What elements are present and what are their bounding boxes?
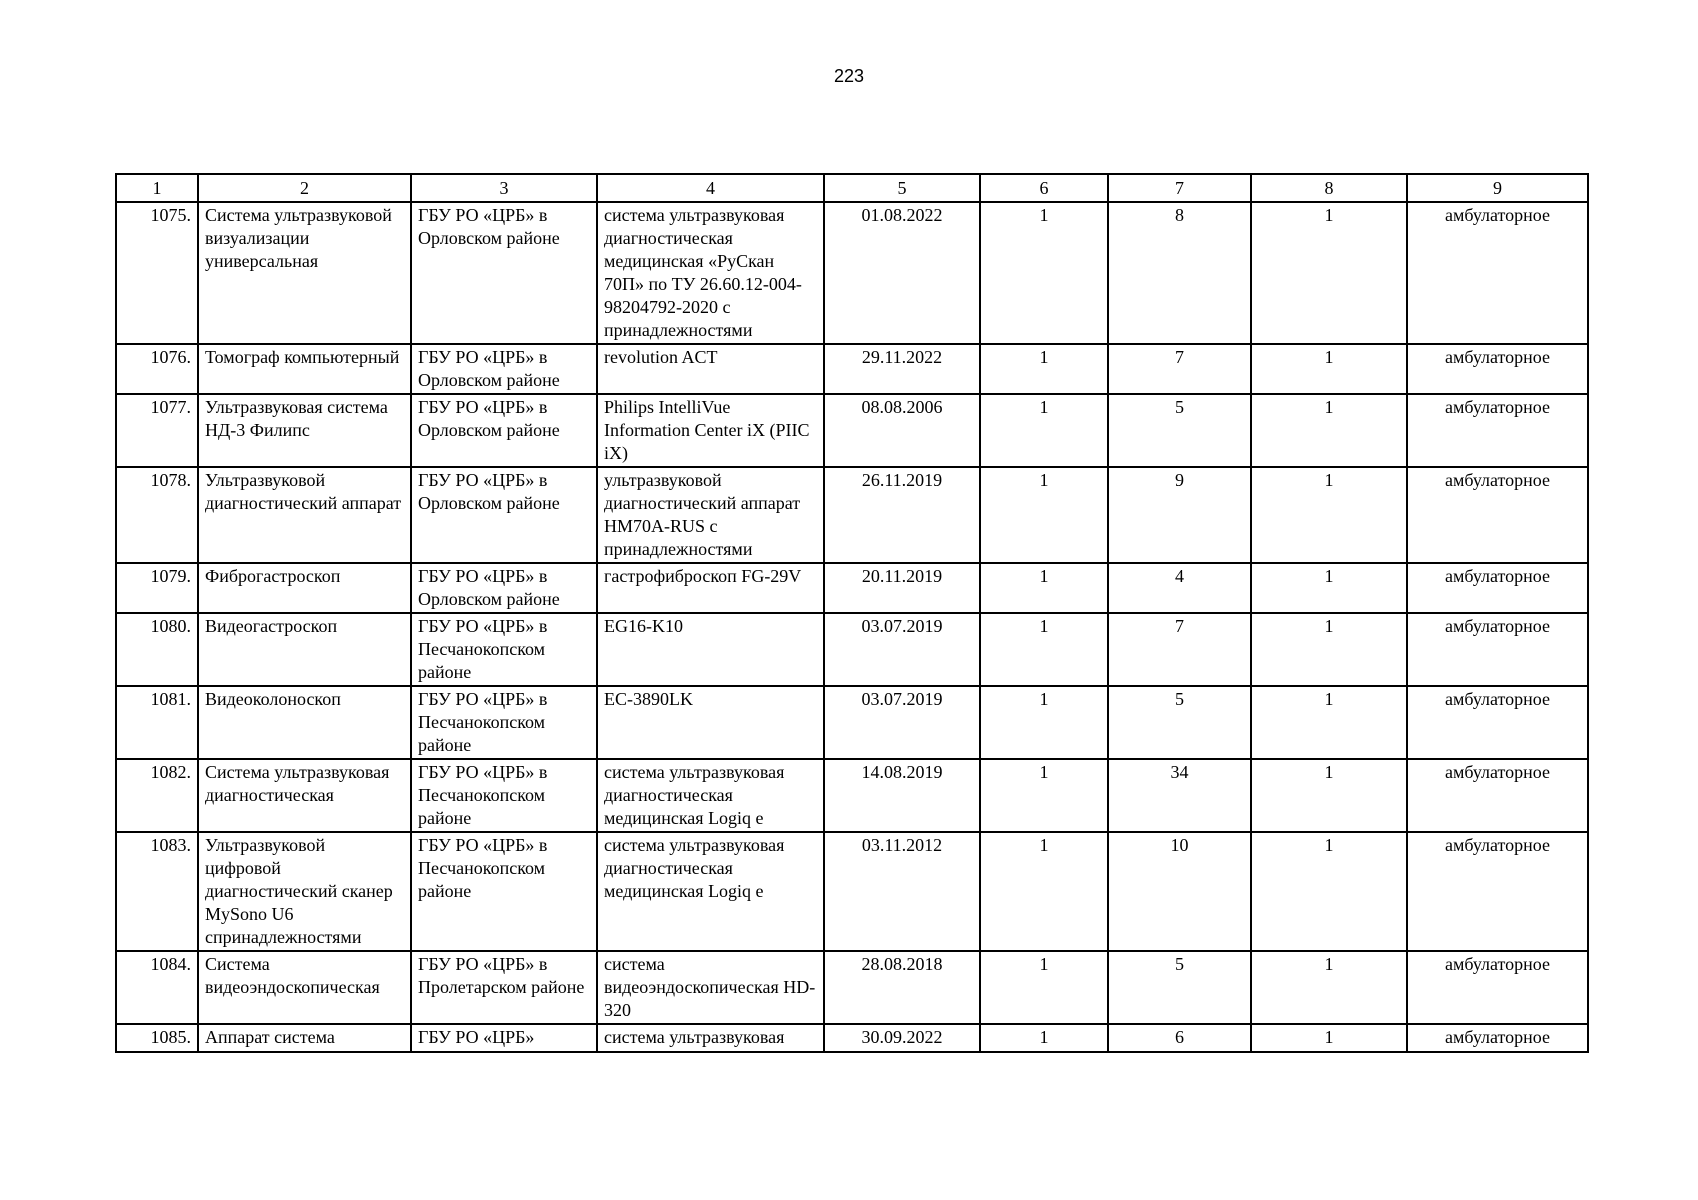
column-header-5: 5: [824, 174, 980, 202]
date-cell: 28.08.2018: [824, 951, 980, 1024]
column-header-6: 6: [980, 174, 1108, 202]
column-header-2: 2: [198, 174, 411, 202]
organization-cell: ГБУ РО «ЦРБ» в Песчанокопском районе: [411, 759, 597, 832]
organization-cell: ГБУ РО «ЦРБ» в Песчанокопском районе: [411, 686, 597, 759]
date-cell: 30.09.2022: [824, 1024, 980, 1052]
equipment-name-cell: Ультразвуковой цифровой диагностический сканер MySono U6 спринадлежностями: [198, 832, 411, 951]
column-header-1: 1: [116, 174, 198, 202]
model-cell: гастрофиброскоп FG-29V: [597, 563, 824, 613]
organization-cell: ГБУ РО «ЦРБ» в Орловском районе: [411, 202, 597, 344]
model-cell: система ультразвуковая диагностическая медицинская «РуСкан 70П» по ТУ 26.60.12-004-98204792-2020 с принадлежностями: [597, 202, 824, 344]
equipment-name-cell: Ультразвуковая система НД-3 Филипс: [198, 394, 411, 467]
equipment-table: [115, 173, 1589, 1053]
table-row: [116, 467, 1588, 563]
equipment-name-cell: Система ультразвуковой визуализации универсальная: [198, 202, 411, 344]
column-6-cell: 1: [980, 951, 1108, 1024]
table-row: [116, 951, 1588, 1024]
model-cell: EG16-K10: [597, 613, 824, 686]
equipment-name-cell: Томограф компьютерный: [198, 344, 411, 394]
equipment-name-cell: Видеогастроскоп: [198, 613, 411, 686]
care-type-cell: амбулаторное: [1407, 759, 1588, 832]
care-type-cell: амбулаторное: [1407, 613, 1588, 686]
model-cell: Philips IntelliVue Information Center iX (PIIC iX): [597, 394, 824, 467]
table-row: [116, 344, 1588, 394]
column-header-4: 4: [597, 174, 824, 202]
column-header-7: 7: [1108, 174, 1251, 202]
column-7-cell: 34: [1108, 759, 1251, 832]
row-number-cell: 1080.: [116, 613, 198, 686]
column-6-cell: 1: [980, 686, 1108, 759]
column-6-cell: 1: [980, 1024, 1108, 1052]
model-cell: EC-3890LK: [597, 686, 824, 759]
column-7-cell: 5: [1108, 686, 1251, 759]
organization-cell: ГБУ РО «ЦРБ» в Орловском районе: [411, 467, 597, 563]
column-6-cell: 1: [980, 202, 1108, 344]
column-6-cell: 1: [980, 467, 1108, 563]
table-body: [116, 202, 1588, 1052]
column-6-cell: 1: [980, 832, 1108, 951]
equipment-name-cell: Фиброгастроскоп: [198, 563, 411, 613]
date-cell: 20.11.2019: [824, 563, 980, 613]
equipment-name-cell: Ультразвуковой диагностический аппарат: [198, 467, 411, 563]
column-8-cell: 1: [1251, 202, 1407, 344]
care-type-cell: амбулаторное: [1407, 686, 1588, 759]
row-number-cell: 1079.: [116, 563, 198, 613]
column-6-cell: 1: [980, 759, 1108, 832]
column-7-cell: 7: [1108, 344, 1251, 394]
row-number-cell: 1076.: [116, 344, 198, 394]
row-number-cell: 1084.: [116, 951, 198, 1024]
date-cell: 26.11.2019: [824, 467, 980, 563]
column-7-cell: 7: [1108, 613, 1251, 686]
column-8-cell: 1: [1251, 1024, 1407, 1052]
table-row: [116, 613, 1588, 686]
column-7-cell: 10: [1108, 832, 1251, 951]
column-6-cell: 1: [980, 394, 1108, 467]
equipment-name-cell: Система ультразвуковая диагностическая: [198, 759, 411, 832]
column-8-cell: 1: [1251, 563, 1407, 613]
table-row: [116, 202, 1588, 344]
care-type-cell: амбулаторное: [1407, 951, 1588, 1024]
model-cell: система видеоэндоскопическая HD-320: [597, 951, 824, 1024]
row-number-cell: 1082.: [116, 759, 198, 832]
column-8-cell: 1: [1251, 613, 1407, 686]
equipment-name-cell: Аппарат система: [198, 1024, 411, 1052]
row-number-cell: 1085.: [116, 1024, 198, 1052]
model-cell: система ультразвуковая диагностическая медицинская Logiq e: [597, 759, 824, 832]
row-number-cell: 1081.: [116, 686, 198, 759]
equipment-name-cell: Видеоколоноскоп: [198, 686, 411, 759]
column-header-8: 8: [1251, 174, 1407, 202]
organization-cell: ГБУ РО «ЦРБ» в Орловском районе: [411, 394, 597, 467]
column-7-cell: 5: [1108, 394, 1251, 467]
column-8-cell: 1: [1251, 394, 1407, 467]
table-row: [116, 759, 1588, 832]
care-type-cell: амбулаторное: [1407, 394, 1588, 467]
table-row: [116, 394, 1588, 467]
page-number: 223: [833, 66, 865, 86]
organization-cell: ГБУ РО «ЦРБ» в Песчанокопском районе: [411, 613, 597, 686]
row-number-cell: 1083.: [116, 832, 198, 951]
column-7-cell: 8: [1108, 202, 1251, 344]
column-7-cell: 6: [1108, 1024, 1251, 1052]
column-8-cell: 1: [1251, 759, 1407, 832]
care-type-cell: амбулаторное: [1407, 344, 1588, 394]
column-7-cell: 4: [1108, 563, 1251, 613]
row-number-cell: 1077.: [116, 394, 198, 467]
column-6-cell: 1: [980, 344, 1108, 394]
column-6-cell: 1: [980, 613, 1108, 686]
organization-cell: ГБУ РО «ЦРБ» в Песчанокопском районе: [411, 832, 597, 951]
organization-cell: ГБУ РО «ЦРБ»: [411, 1024, 597, 1052]
model-cell: система ультразвуковая диагностическая медицинская Logiq e: [597, 832, 824, 951]
column-8-cell: 1: [1251, 344, 1407, 394]
column-7-cell: 9: [1108, 467, 1251, 563]
date-cell: 01.08.2022: [824, 202, 980, 344]
model-cell: система ультразвуковая: [597, 1024, 824, 1052]
column-8-cell: 1: [1251, 467, 1407, 563]
column-header-3: 3: [411, 174, 597, 202]
table-row: [116, 563, 1588, 613]
date-cell: 03.11.2012: [824, 832, 980, 951]
column-6-cell: 1: [980, 563, 1108, 613]
date-cell: 03.07.2019: [824, 686, 980, 759]
column-8-cell: 1: [1251, 951, 1407, 1024]
table-row: [116, 1024, 1588, 1052]
date-cell: 14.08.2019: [824, 759, 980, 832]
column-header-9: 9: [1407, 174, 1588, 202]
care-type-cell: амбулаторное: [1407, 832, 1588, 951]
model-cell: ультразвуковой диагностический аппарат НМ70А-RUS с принадлежностями: [597, 467, 824, 563]
care-type-cell: амбулаторное: [1407, 467, 1588, 563]
column-8-cell: 1: [1251, 686, 1407, 759]
table-row: [116, 686, 1588, 759]
column-8-cell: 1: [1251, 832, 1407, 951]
care-type-cell: амбулаторное: [1407, 202, 1588, 344]
row-number-cell: 1075.: [116, 202, 198, 344]
date-cell: 29.11.2022: [824, 344, 980, 394]
date-cell: 03.07.2019: [824, 613, 980, 686]
model-cell: revolution ACT: [597, 344, 824, 394]
table-row: [116, 832, 1588, 951]
care-type-cell: амбулаторное: [1407, 1024, 1588, 1052]
row-number-cell: 1078.: [116, 467, 198, 563]
care-type-cell: амбулаторное: [1407, 563, 1588, 613]
equipment-name-cell: Система видеоэндоскопическая: [198, 951, 411, 1024]
organization-cell: ГБУ РО «ЦРБ» в Орловском районе: [411, 563, 597, 613]
organization-cell: ГБУ РО «ЦРБ» в Пролетарском районе: [411, 951, 597, 1024]
header-row: [116, 174, 1588, 202]
date-cell: 08.08.2006: [824, 394, 980, 467]
organization-cell: ГБУ РО «ЦРБ» в Орловском районе: [411, 344, 597, 394]
column-7-cell: 5: [1108, 951, 1251, 1024]
